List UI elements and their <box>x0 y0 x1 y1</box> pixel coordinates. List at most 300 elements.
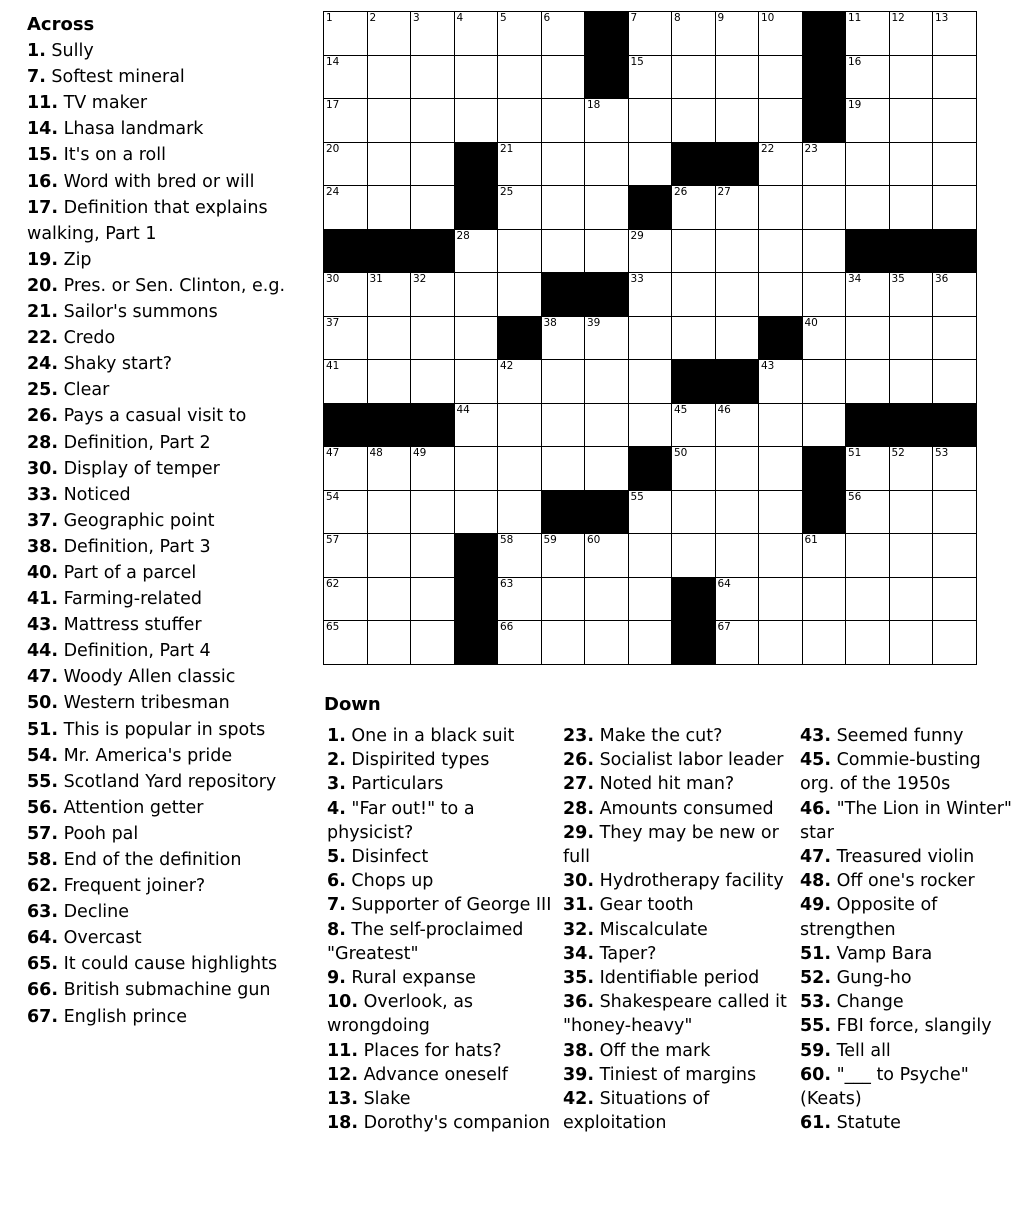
clue-text: English prince <box>58 1006 187 1027</box>
grid-cell[interactable] <box>455 273 498 316</box>
grid-cell[interactable] <box>324 12 367 55</box>
cell-number: 9 <box>717 12 725 24</box>
grid-cell[interactable] <box>585 404 628 447</box>
grid-cell[interactable] <box>411 12 454 55</box>
grid-cell[interactable] <box>672 534 715 577</box>
cell-number: 1 <box>326 12 333 24</box>
grid-cell[interactable] <box>455 360 498 403</box>
clue-text: Rural expanse <box>345 968 476 989</box>
cell-number: 55 <box>630 490 644 503</box>
grid-cell[interactable] <box>368 143 411 186</box>
grid-cell[interactable] <box>368 12 411 55</box>
grid-cell[interactable] <box>716 12 759 55</box>
black-square <box>759 317 802 360</box>
down-heading: Down <box>324 694 381 715</box>
clue-number: 28 <box>563 798 588 819</box>
grid-cell[interactable] <box>933 12 976 55</box>
grid-cell[interactable] <box>890 534 933 577</box>
clue-number: 47 <box>27 667 52 688</box>
grid-cell[interactable] <box>629 578 672 621</box>
grid-cell[interactable] <box>368 360 411 403</box>
clue-text: Noticed <box>58 484 131 505</box>
grid-cell[interactable] <box>585 621 628 664</box>
grid-cell[interactable] <box>890 186 933 229</box>
clue-number: 30 <box>563 871 588 892</box>
clue: 67. English prince <box>27 1006 187 1027</box>
grid-cell[interactable] <box>498 99 541 142</box>
grid-cell[interactable] <box>759 56 802 99</box>
grid-cell[interactable] <box>803 230 846 273</box>
clue-number: 11 <box>27 93 52 114</box>
grid-cell[interactable] <box>368 317 411 360</box>
clue: 30. Hydrotherapy facility <box>563 871 784 892</box>
grid-cell[interactable] <box>411 143 454 186</box>
grid-cell[interactable] <box>803 186 846 229</box>
grid-cell[interactable] <box>411 447 454 490</box>
grid-cell[interactable] <box>846 273 889 316</box>
grid-cell[interactable] <box>716 317 759 360</box>
grid-cell[interactable] <box>759 360 802 403</box>
grid-cell[interactable] <box>585 230 628 273</box>
grid-cell[interactable] <box>716 491 759 534</box>
grid-cell[interactable] <box>759 273 802 316</box>
grid-cell[interactable] <box>585 143 628 186</box>
grid-cell[interactable] <box>716 534 759 577</box>
grid-cell[interactable] <box>672 273 715 316</box>
grid-cell[interactable] <box>629 360 672 403</box>
grid-cell[interactable] <box>455 404 498 447</box>
grid-cell[interactable] <box>585 578 628 621</box>
grid-cell[interactable] <box>455 99 498 142</box>
grid-cell[interactable] <box>846 99 889 142</box>
grid-cell[interactable] <box>411 360 454 403</box>
grid-cell[interactable] <box>542 317 585 360</box>
clue-number: 56 <box>27 797 52 818</box>
grid-cell[interactable] <box>324 578 367 621</box>
grid-cell[interactable] <box>716 447 759 490</box>
grid-cell[interactable] <box>629 143 672 186</box>
grid-cell[interactable] <box>672 56 715 99</box>
clue: 26. Pays a casual visit to <box>27 406 247 427</box>
clue: 48. Off one's rocker <box>800 871 975 892</box>
grid-cell[interactable] <box>672 99 715 142</box>
clue-text: Identifiable period <box>594 968 760 989</box>
clue: 8. The self-proclaimed "Greatest" <box>327 919 524 964</box>
grid-cell[interactable] <box>846 621 889 664</box>
grid-cell[interactable] <box>411 621 454 664</box>
grid-cell[interactable] <box>933 56 976 99</box>
grid-cell[interactable] <box>542 360 585 403</box>
clue-number: 8 <box>327 919 340 940</box>
grid-cell[interactable] <box>324 360 367 403</box>
clue-text: Tiniest of margins <box>594 1064 757 1085</box>
grid-cell[interactable] <box>890 99 933 142</box>
grid-cell[interactable] <box>846 12 889 55</box>
grid-cell[interactable] <box>324 534 367 577</box>
grid-cell[interactable] <box>716 578 759 621</box>
grid-cell[interactable] <box>890 578 933 621</box>
grid-cell[interactable] <box>890 317 933 360</box>
grid-cell[interactable] <box>368 578 411 621</box>
grid-cell[interactable] <box>455 447 498 490</box>
clue-text: Clear <box>58 380 110 401</box>
grid-cell[interactable] <box>498 273 541 316</box>
clue: 49. Opposite of strengthen <box>800 895 938 940</box>
grid-cell[interactable] <box>498 186 541 229</box>
grid-cell[interactable] <box>629 99 672 142</box>
grid-cell[interactable] <box>890 56 933 99</box>
cell-number: 63 <box>500 577 514 590</box>
grid-cell[interactable] <box>324 621 367 664</box>
grid-cell[interactable] <box>542 99 585 142</box>
grid-cell[interactable] <box>672 491 715 534</box>
clue-number: 51 <box>800 943 825 964</box>
grid-cell[interactable] <box>498 230 541 273</box>
clue: 63. Decline <box>27 902 130 923</box>
grid-cell[interactable] <box>933 186 976 229</box>
clue-number: 1 <box>27 41 40 62</box>
clue: 23. Make the cut? <box>563 726 723 746</box>
grid-cell[interactable] <box>716 56 759 99</box>
grid-cell[interactable] <box>803 360 846 403</box>
cell-number: 16 <box>848 55 862 68</box>
grid-cell[interactable] <box>629 273 672 316</box>
grid-cell[interactable] <box>542 143 585 186</box>
clue: 65. It could cause highlights <box>27 954 278 975</box>
clue: 27. Noted hit man? <box>563 774 735 795</box>
clue-number: 22 <box>27 328 52 349</box>
black-square <box>629 447 672 490</box>
grid-cell[interactable] <box>585 99 628 142</box>
grid-cell[interactable] <box>411 186 454 229</box>
grid-cell[interactable] <box>759 621 802 664</box>
grid-cell[interactable] <box>846 491 889 534</box>
grid-cell[interactable] <box>368 273 411 316</box>
grid-cell[interactable] <box>933 143 976 186</box>
grid-cell[interactable] <box>933 273 976 316</box>
grid-cell[interactable] <box>846 56 889 99</box>
clue-text: Socialist labor leader <box>594 750 784 771</box>
clue-number: 42 <box>563 1089 588 1110</box>
grid-cell[interactable] <box>933 621 976 664</box>
clue: 5. Disinfect <box>327 847 429 868</box>
grid-cell[interactable] <box>846 143 889 186</box>
grid-cell[interactable] <box>890 143 933 186</box>
clue: 38. Definition, Part 3 <box>27 536 211 557</box>
cell-number: 22 <box>761 142 775 155</box>
clue: 31. Gear tooth <box>563 895 694 916</box>
grid-cell[interactable] <box>542 534 585 577</box>
grid-cell[interactable] <box>716 273 759 316</box>
grid-cell[interactable] <box>324 447 367 490</box>
grid-cell[interactable] <box>455 317 498 360</box>
grid-cell[interactable] <box>368 447 411 490</box>
grid-cell[interactable] <box>629 404 672 447</box>
grid-cell[interactable] <box>672 230 715 273</box>
grid-cell[interactable] <box>890 360 933 403</box>
grid-cell[interactable] <box>803 273 846 316</box>
cell-number: 5 <box>500 12 507 24</box>
clue-text: Pres. or Sen. Clinton, e.g. <box>58 275 286 296</box>
grid-cell[interactable] <box>890 273 933 316</box>
grid-cell[interactable] <box>542 12 585 55</box>
grid-cell[interactable] <box>716 404 759 447</box>
cell-number: 7 <box>630 12 638 24</box>
clue-number: 7 <box>327 895 340 916</box>
clue-text: Display of temper <box>58 458 220 479</box>
clue-number: 34 <box>563 943 588 964</box>
grid-cell[interactable] <box>716 186 759 229</box>
grid-cell[interactable] <box>542 186 585 229</box>
grid-cell[interactable] <box>498 404 541 447</box>
black-square <box>803 491 846 534</box>
grid-cell[interactable] <box>933 360 976 403</box>
grid-cell[interactable] <box>716 621 759 664</box>
clue-number: 60 <box>800 1064 825 1085</box>
clue-number: 64 <box>27 928 52 949</box>
grid-cell[interactable] <box>498 56 541 99</box>
grid-cell[interactable] <box>368 491 411 534</box>
grid-cell[interactable] <box>368 99 411 142</box>
grid-cell[interactable] <box>411 534 454 577</box>
black-square <box>585 12 628 55</box>
black-square <box>933 404 976 447</box>
grid-cell[interactable] <box>542 230 585 273</box>
grid-cell[interactable] <box>933 578 976 621</box>
grid-cell[interactable] <box>846 534 889 577</box>
clue-number: 11 <box>327 1040 352 1061</box>
grid-cell[interactable] <box>411 99 454 142</box>
clue: 4. "Far out!" to a physicist? <box>327 798 475 843</box>
grid-cell[interactable] <box>585 317 628 360</box>
grid-cell[interactable] <box>411 56 454 99</box>
grid-cell[interactable] <box>672 12 715 55</box>
black-square <box>455 534 498 577</box>
grid-cell[interactable] <box>498 491 541 534</box>
grid-cell[interactable] <box>759 143 802 186</box>
grid-cell[interactable] <box>890 447 933 490</box>
grid-cell[interactable] <box>672 186 715 229</box>
clue-text: Overlook, as wrongdoing <box>327 992 474 1037</box>
cell-number: 57 <box>326 534 340 546</box>
cell-number: 54 <box>326 490 340 503</box>
grid-cell[interactable] <box>411 491 454 534</box>
clue-number: 67 <box>27 1006 52 1027</box>
grid-cell[interactable] <box>498 360 541 403</box>
clue-text: Lhasa landmark <box>58 119 204 140</box>
grid-cell[interactable] <box>368 534 411 577</box>
grid-cell[interactable] <box>933 447 976 490</box>
grid-cell[interactable] <box>803 143 846 186</box>
grid-cell[interactable] <box>455 56 498 99</box>
grid-cell[interactable] <box>542 621 585 664</box>
grid-cell[interactable] <box>411 578 454 621</box>
grid-cell[interactable] <box>498 621 541 664</box>
clue: 38. Off the mark <box>563 1040 711 1061</box>
grid-cell[interactable] <box>846 317 889 360</box>
grid-cell[interactable] <box>890 12 933 55</box>
grid-cell[interactable] <box>629 534 672 577</box>
black-square <box>411 404 454 447</box>
grid-cell[interactable] <box>803 534 846 577</box>
clue-number: 41 <box>27 589 52 610</box>
clue-text: Part of a parcel <box>58 562 197 583</box>
grid-cell[interactable] <box>759 534 802 577</box>
grid-cell[interactable] <box>672 317 715 360</box>
grid-cell[interactable] <box>368 56 411 99</box>
grid-cell[interactable] <box>933 99 976 142</box>
clue-number: 66 <box>27 980 52 1001</box>
grid-cell[interactable] <box>324 56 367 99</box>
clue: 11. TV maker <box>27 93 148 114</box>
black-square <box>411 230 454 273</box>
grid-cell[interactable] <box>324 273 367 316</box>
grid-cell[interactable] <box>759 230 802 273</box>
cell-number: 23 <box>804 142 818 155</box>
cell-number: 12 <box>891 12 905 24</box>
black-square <box>368 230 411 273</box>
grid-cell[interactable] <box>846 186 889 229</box>
grid-cell[interactable] <box>672 404 715 447</box>
clue-number: 54 <box>27 745 52 766</box>
clue-text: Zip <box>58 249 92 270</box>
grid-cell[interactable] <box>846 578 889 621</box>
grid-cell[interactable] <box>411 273 454 316</box>
black-square <box>585 491 628 534</box>
clue-number: 17 <box>27 197 52 218</box>
clue-number: 61 <box>800 1113 825 1134</box>
clue: 1. One in a black suit <box>327 726 515 746</box>
grid-cell[interactable] <box>803 621 846 664</box>
clue-text: Seemed funny <box>831 726 964 746</box>
clue-number: 47 <box>800 847 825 868</box>
grid-cell[interactable] <box>324 99 367 142</box>
clue: 29. They may be new or full <box>563 822 779 868</box>
grid-cell[interactable] <box>498 143 541 186</box>
black-square <box>455 186 498 229</box>
grid-cell[interactable] <box>803 578 846 621</box>
cell-number: 39 <box>587 316 601 329</box>
grid-cell[interactable] <box>716 99 759 142</box>
grid-cell[interactable] <box>498 578 541 621</box>
grid-cell[interactable] <box>672 447 715 490</box>
black-square <box>933 230 976 273</box>
clue-number: 25 <box>27 380 52 401</box>
grid-cell[interactable] <box>890 491 933 534</box>
cell-number: 4 <box>456 12 464 24</box>
clue-text: FBI force, slangily <box>831 1016 992 1037</box>
grid-cell[interactable] <box>455 491 498 534</box>
clue-text: Frequent joiner? <box>58 876 206 897</box>
cell-number: 35 <box>891 273 905 285</box>
grid-cell[interactable] <box>542 56 585 99</box>
grid-cell[interactable] <box>498 12 541 55</box>
grid-cell[interactable] <box>933 491 976 534</box>
grid-cell[interactable] <box>498 447 541 490</box>
cell-number: 59 <box>543 534 557 546</box>
grid-cell[interactable] <box>498 534 541 577</box>
cell-number: 51 <box>848 447 862 459</box>
grid-cell[interactable] <box>629 317 672 360</box>
grid-cell[interactable] <box>629 12 672 55</box>
grid-cell[interactable] <box>629 621 672 664</box>
grid-cell[interactable] <box>846 447 889 490</box>
grid-cell[interactable] <box>585 186 628 229</box>
clue-text: Opposite of strengthen <box>800 895 938 940</box>
clue-text: Taper? <box>594 943 657 964</box>
clue-text: The self-proclaimed "Greatest" <box>327 919 524 964</box>
clue: 40. Part of a parcel <box>27 562 197 583</box>
cell-number: 60 <box>587 534 601 546</box>
clue: 17. Definition that explains walking, Part 1 <box>27 197 268 244</box>
clue-text: Statute <box>831 1113 901 1134</box>
grid-cell[interactable] <box>542 447 585 490</box>
grid-cell[interactable] <box>585 447 628 490</box>
grid-cell[interactable] <box>803 317 846 360</box>
grid-cell[interactable] <box>629 230 672 273</box>
grid-cell[interactable] <box>585 360 628 403</box>
grid-cell[interactable] <box>324 317 367 360</box>
grid-cell[interactable] <box>324 186 367 229</box>
grid-cell[interactable] <box>368 186 411 229</box>
grid-cell[interactable] <box>759 99 802 142</box>
cell-number: 44 <box>456 403 470 416</box>
clue-text: Noted hit man? <box>594 774 735 795</box>
grid-cell[interactable] <box>759 491 802 534</box>
clue: 55. Scotland Yard repository <box>27 771 277 792</box>
grid-cell[interactable] <box>759 404 802 447</box>
clue-number: 53 <box>800 992 825 1013</box>
grid-cell[interactable] <box>455 230 498 273</box>
cell-number: 28 <box>456 229 470 242</box>
cell-number: 47 <box>326 447 340 459</box>
grid-cell[interactable] <box>455 12 498 55</box>
cell-number: 53 <box>935 447 949 459</box>
clue-number: 29 <box>563 822 588 843</box>
cell-number: 32 <box>413 273 427 285</box>
clue: 35. Identifiable period <box>563 968 760 989</box>
clue-number: 15 <box>27 145 52 166</box>
grid-cell[interactable] <box>933 534 976 577</box>
clue-number: 51 <box>27 719 52 740</box>
grid-cell[interactable] <box>846 360 889 403</box>
grid-cell[interactable] <box>542 578 585 621</box>
grid-cell[interactable] <box>890 621 933 664</box>
grid-cell[interactable] <box>933 317 976 360</box>
grid-cell[interactable] <box>324 143 367 186</box>
grid-cell[interactable] <box>629 491 672 534</box>
grid-cell[interactable] <box>759 578 802 621</box>
black-square <box>716 360 759 403</box>
cell-number: 42 <box>500 360 514 372</box>
grid-cell[interactable] <box>759 447 802 490</box>
clue: 43. Mattress stuffer <box>27 615 202 636</box>
grid-cell[interactable] <box>324 491 367 534</box>
grid-cell[interactable] <box>716 230 759 273</box>
grid-cell[interactable] <box>542 404 585 447</box>
clue-text: Disinfect <box>345 847 429 868</box>
grid-cell[interactable] <box>411 317 454 360</box>
clue-text: Woody Allen classic <box>58 667 236 688</box>
clue-number: 26 <box>27 406 52 427</box>
grid-cell[interactable] <box>759 186 802 229</box>
grid-cell[interactable] <box>368 621 411 664</box>
clue-number: 38 <box>563 1040 588 1061</box>
grid-cell[interactable] <box>629 56 672 99</box>
grid-cell[interactable] <box>585 534 628 577</box>
grid-cell[interactable] <box>803 404 846 447</box>
grid-cell[interactable] <box>759 12 802 55</box>
